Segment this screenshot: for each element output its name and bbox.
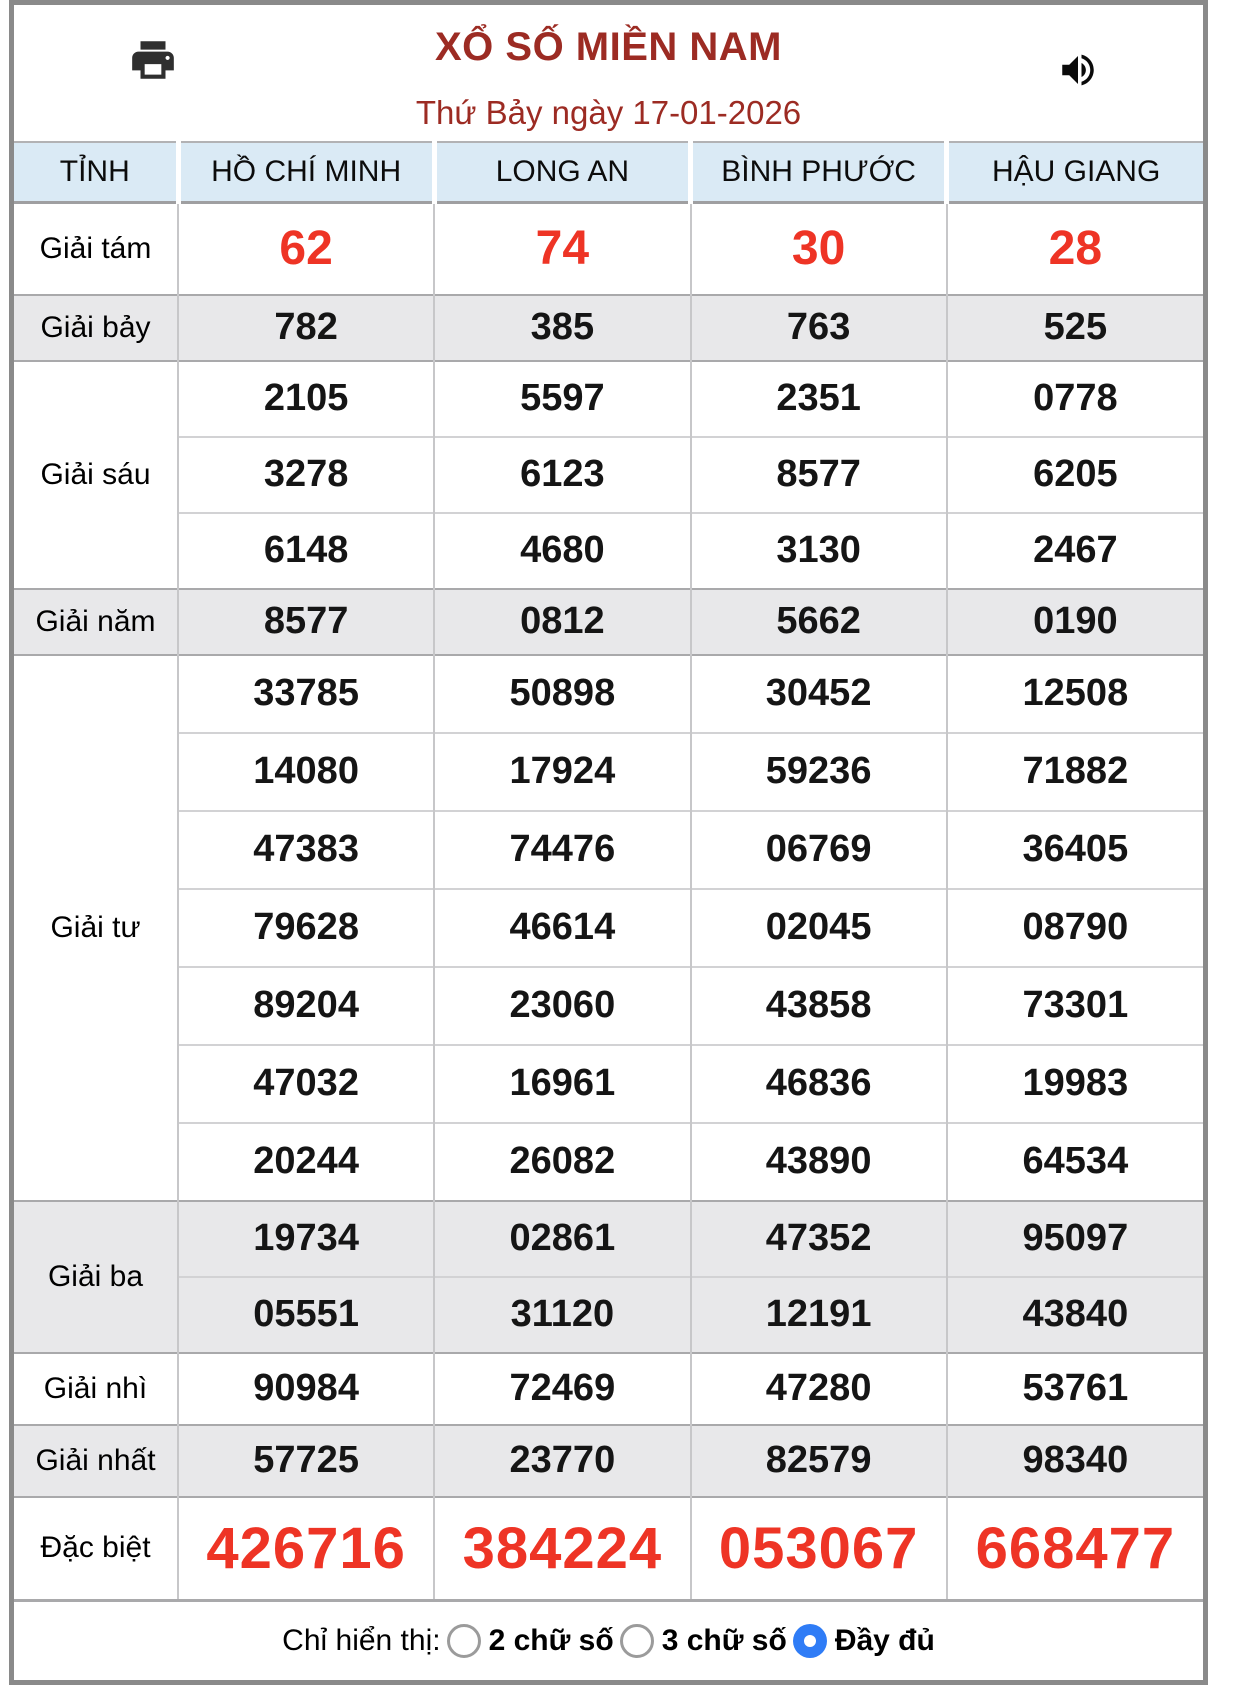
filter-options xyxy=(441,1624,935,1658)
result-cell: 668477 xyxy=(947,1497,1203,1599)
prize-row xyxy=(14,1277,1203,1353)
radio-option-label: 2 chữ số xyxy=(488,1623,614,1657)
column-header-cell: HỒ CHÍ MINH xyxy=(178,142,434,203)
result-cell: 71882 xyxy=(947,733,1203,811)
results-body xyxy=(14,203,1203,1599)
result-cell: 33785 xyxy=(178,655,434,733)
prize-row xyxy=(14,733,1203,811)
result-cell: 16961 xyxy=(434,1045,690,1123)
result-cell: 31120 xyxy=(434,1277,690,1353)
prize-row xyxy=(14,203,1203,295)
radio-selected-icon[interactable] xyxy=(793,1624,827,1658)
result-cell: 6148 xyxy=(178,513,434,589)
result-cell: 3278 xyxy=(178,437,434,513)
result-cell: 14080 xyxy=(178,733,434,811)
prize-label: Giải tám xyxy=(14,203,178,295)
result-cell: 3130 xyxy=(691,513,947,589)
speaker-icon xyxy=(1057,79,1099,94)
result-cell: 6123 xyxy=(434,437,690,513)
result-cell: 20244 xyxy=(178,1123,434,1201)
result-cell: 5597 xyxy=(434,361,690,437)
result-cell: 12508 xyxy=(947,655,1203,733)
result-cell: 46614 xyxy=(434,889,690,967)
result-cell: 06769 xyxy=(691,811,947,889)
prize-row xyxy=(14,295,1203,361)
prize-row xyxy=(14,1201,1203,1277)
result-cell: 47383 xyxy=(178,811,434,889)
result-cell: 59236 xyxy=(691,733,947,811)
result-cell: 8577 xyxy=(178,589,434,655)
result-cell: 525 xyxy=(947,295,1203,361)
prize-row xyxy=(14,1425,1203,1497)
result-cell: 74476 xyxy=(434,811,690,889)
result-cell: 28 xyxy=(947,203,1203,295)
sound-button[interactable] xyxy=(1057,49,1099,94)
result-cell: 72469 xyxy=(434,1353,690,1425)
result-cell: 782 xyxy=(178,295,434,361)
result-cell: 43840 xyxy=(947,1277,1203,1353)
result-cell: 43890 xyxy=(691,1123,947,1201)
printer-icon xyxy=(128,73,178,88)
result-cell: 6205 xyxy=(947,437,1203,513)
result-cell: 23770 xyxy=(434,1425,690,1497)
radio-option[interactable] xyxy=(447,1624,614,1658)
result-cell: 05551 xyxy=(178,1277,434,1353)
draw-date: Thứ Bảy ngày 17-01-2026 xyxy=(415,94,802,131)
result-cell: 19983 xyxy=(947,1045,1203,1123)
result-cell: 30452 xyxy=(691,655,947,733)
result-cell: 053067 xyxy=(691,1497,947,1599)
result-cell: 98340 xyxy=(947,1425,1203,1497)
result-cell: 26082 xyxy=(434,1123,690,1201)
display-filter-bar xyxy=(14,1599,1203,1680)
print-button[interactable] xyxy=(128,35,178,88)
column-header-cell: HẬU GIANG xyxy=(947,142,1203,203)
result-cell: 43858 xyxy=(691,967,947,1045)
result-cell: 8577 xyxy=(691,437,947,513)
prize-label: Giải nhất xyxy=(14,1425,178,1497)
result-cell: 763 xyxy=(691,295,947,361)
result-cell: 385 xyxy=(434,295,690,361)
result-cell: 64534 xyxy=(947,1123,1203,1201)
lottery-widget xyxy=(9,0,1208,1685)
result-cell: 89204 xyxy=(178,967,434,1045)
prize-row xyxy=(14,361,1203,437)
column-header-cell: LONG AN xyxy=(434,142,690,203)
province-header-cell: TỈNH xyxy=(14,142,178,203)
prize-row xyxy=(14,655,1203,733)
radio-option[interactable] xyxy=(620,1624,787,1658)
column-header-row xyxy=(14,142,1203,203)
result-cell: 73301 xyxy=(947,967,1203,1045)
result-cell: 79628 xyxy=(178,889,434,967)
radio-unselected-icon[interactable] xyxy=(620,1624,654,1658)
radio-unselected-icon[interactable] xyxy=(447,1624,481,1658)
result-cell: 46836 xyxy=(691,1045,947,1123)
prize-row xyxy=(14,437,1203,513)
prize-label: Giải sáu xyxy=(14,361,178,589)
result-cell: 19734 xyxy=(178,1201,434,1277)
prize-row xyxy=(14,967,1203,1045)
result-cell: 0190 xyxy=(947,589,1203,655)
result-cell: 384224 xyxy=(434,1497,690,1599)
prize-row xyxy=(14,589,1203,655)
results-table xyxy=(14,141,1203,1599)
result-cell: 0812 xyxy=(434,589,690,655)
result-cell: 17924 xyxy=(434,733,690,811)
radio-option-label: Đầy đủ xyxy=(834,1623,935,1657)
result-cell: 4680 xyxy=(434,513,690,589)
result-cell: 08790 xyxy=(947,889,1203,967)
prize-row xyxy=(14,513,1203,589)
radio-option-label: 3 chữ số xyxy=(661,1623,787,1657)
result-cell: 50898 xyxy=(434,655,690,733)
prize-row xyxy=(14,889,1203,967)
result-cell: 2467 xyxy=(947,513,1203,589)
result-cell: 426716 xyxy=(178,1497,434,1599)
result-cell: 2351 xyxy=(691,361,947,437)
result-cell: 0778 xyxy=(947,361,1203,437)
prize-label: Giải tư xyxy=(14,655,178,1201)
result-cell: 12191 xyxy=(691,1277,947,1353)
result-cell: 02861 xyxy=(434,1201,690,1277)
result-cell: 90984 xyxy=(178,1353,434,1425)
topbar xyxy=(14,5,1203,141)
prize-row xyxy=(14,1045,1203,1123)
filter-label: Chỉ hiển thị: xyxy=(282,1623,441,1657)
result-cell: 2105 xyxy=(178,361,434,437)
prize-row xyxy=(14,811,1203,889)
result-cell: 02045 xyxy=(691,889,947,967)
result-cell: 30 xyxy=(691,203,947,295)
prize-label: Giải ba xyxy=(14,1201,178,1353)
radio-option[interactable] xyxy=(793,1624,935,1658)
result-cell: 74 xyxy=(434,203,690,295)
result-cell: 47032 xyxy=(178,1045,434,1123)
prize-label: Giải nhì xyxy=(14,1353,178,1425)
prize-row xyxy=(14,1353,1203,1425)
prize-label: Giải năm xyxy=(14,589,178,655)
result-cell: 5662 xyxy=(691,589,947,655)
page-title: XỔ SỐ MIỀN NAM xyxy=(434,25,783,69)
result-cell: 36405 xyxy=(947,811,1203,889)
result-cell: 62 xyxy=(178,203,434,295)
result-cell: 57725 xyxy=(178,1425,434,1497)
result-cell: 23060 xyxy=(434,967,690,1045)
prize-row xyxy=(14,1123,1203,1201)
column-header-cell: BÌNH PHƯỚC xyxy=(691,142,947,203)
result-cell: 47352 xyxy=(691,1201,947,1277)
result-cell: 95097 xyxy=(947,1201,1203,1277)
result-cell: 47280 xyxy=(691,1353,947,1425)
result-cell: 53761 xyxy=(947,1353,1203,1425)
prize-label: Giải bảy xyxy=(14,295,178,361)
prize-label: Đặc biệt xyxy=(14,1497,178,1599)
prize-row xyxy=(14,1497,1203,1599)
result-cell: 82579 xyxy=(691,1425,947,1497)
